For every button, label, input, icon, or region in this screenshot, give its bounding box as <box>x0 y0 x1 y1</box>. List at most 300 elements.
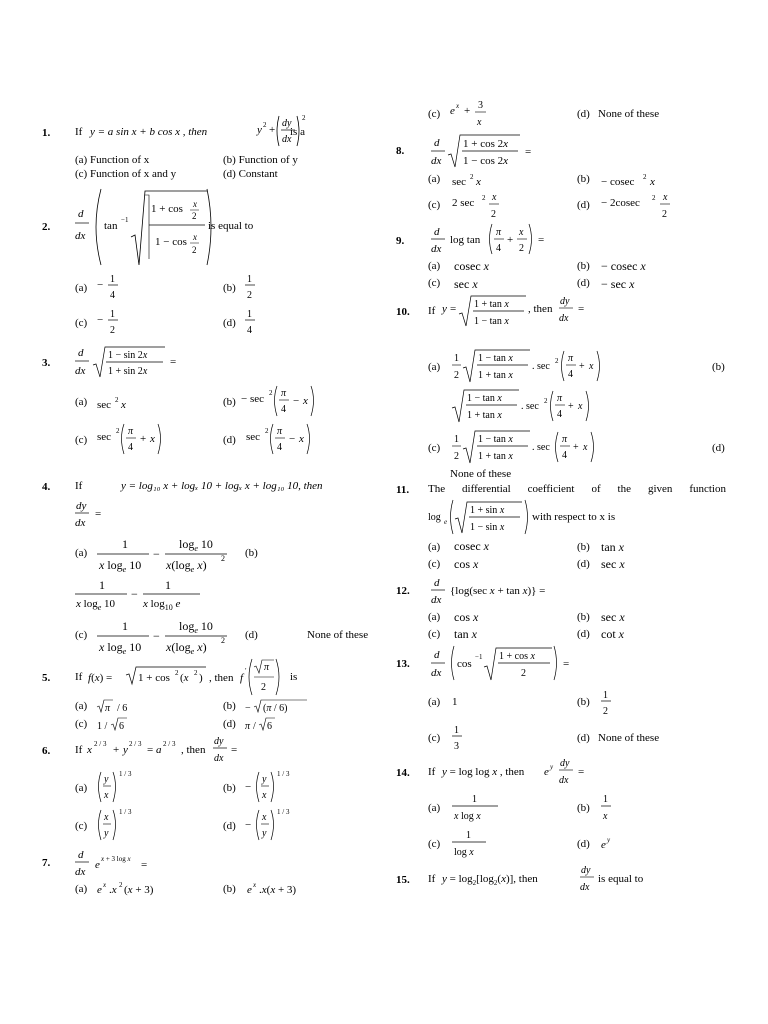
svg-text:− cosec: − cosec <box>601 176 635 188</box>
svg-text:4: 4 <box>110 290 115 301</box>
svg-text:−: − <box>131 587 138 601</box>
option-d-text: None of these <box>307 629 369 641</box>
svg-text:π: π <box>264 662 270 673</box>
option-d: (d) <box>223 434 236 446</box>
svg-text:y: y <box>104 828 109 839</box>
option-b: (b) <box>245 547 258 559</box>
svg-text:dy: dy <box>581 865 591 876</box>
option-a: (a) <box>428 611 441 623</box>
svg-text:1: 1 <box>122 537 128 551</box>
option-c: (c) <box>75 718 88 730</box>
svg-text:dx: dx <box>580 882 590 893</box>
math-expression <box>442 756 602 790</box>
svg-text:e: e <box>247 884 252 896</box>
math-expression <box>245 768 300 806</box>
svg-text:1 + tan x: 1 + tan x <box>474 299 509 310</box>
svg-text:π: π <box>496 227 502 238</box>
svg-text:1: 1 <box>99 578 105 592</box>
option-c: (c) <box>428 628 441 640</box>
question-text: If <box>75 126 83 138</box>
option-d: (d) <box>577 199 590 211</box>
svg-text:=: = <box>170 356 177 368</box>
svg-text:′: ′ <box>245 667 247 675</box>
math-expression <box>97 878 187 898</box>
svg-text:2: 2 <box>603 706 608 717</box>
svg-text:dy: dy <box>76 500 87 512</box>
math-expression <box>75 846 165 880</box>
question-number: 2. <box>42 221 51 233</box>
svg-text:e: e <box>97 884 102 896</box>
svg-text:dx: dx <box>282 134 292 145</box>
svg-text:dx: dx <box>431 155 442 167</box>
question-text: is a <box>290 126 305 138</box>
svg-text:y: y <box>257 124 262 136</box>
svg-text:1: 1 <box>454 434 459 445</box>
math-expression <box>601 189 681 223</box>
svg-text:dy: dy <box>560 758 570 769</box>
option-d-text: None of these <box>598 108 660 120</box>
svg-text:x: x <box>121 399 126 411</box>
svg-text:1 / 3: 1 / 3 <box>277 770 290 778</box>
svg-text:e: e <box>601 839 606 851</box>
svg-text:1: 1 <box>454 353 459 364</box>
svg-text:2: 2 <box>265 427 269 435</box>
question-text: If <box>428 873 436 885</box>
svg-text:+: + <box>464 105 471 117</box>
svg-text:dx: dx <box>431 667 442 679</box>
svg-text:2: 2 <box>115 396 119 404</box>
svg-text:=: = <box>578 766 585 778</box>
option-d-text: None of these <box>598 732 660 744</box>
fraction <box>245 306 261 338</box>
option-d: (d) <box>223 820 236 832</box>
svg-text:2: 2 <box>221 636 225 645</box>
svg-text:dx: dx <box>431 594 442 606</box>
math-expression <box>87 734 247 770</box>
svg-text:=: = <box>95 508 102 520</box>
svg-text:dx: dx <box>75 365 86 377</box>
option-d: (d) <box>577 277 590 289</box>
math-expression <box>97 616 237 656</box>
svg-text:1 + cos 2x: 1 + cos 2x <box>463 138 509 150</box>
svg-text:e: e <box>450 105 455 117</box>
svg-text:x: x <box>104 812 109 823</box>
question-text: If <box>428 766 436 778</box>
svg-text:1 + cos: 1 + cos <box>151 203 183 215</box>
svg-text:x: x <box>492 192 497 203</box>
svg-text:=: = <box>141 859 148 871</box>
svg-text:dx: dx <box>75 517 86 529</box>
question-number: 6. <box>42 745 51 757</box>
math-expression <box>245 806 300 844</box>
option-a: (a) <box>75 782 88 794</box>
math-expression <box>97 534 237 574</box>
svg-text:+: + <box>507 234 514 246</box>
option-d: (d) <box>712 442 725 454</box>
svg-text:2: 2 <box>119 881 123 889</box>
svg-text:y: y <box>104 774 109 785</box>
svg-text:d: d <box>434 649 440 661</box>
math-expression <box>452 388 602 426</box>
option-b: (b) <box>577 611 590 623</box>
svg-text:2: 2 <box>454 451 459 462</box>
svg-text:x: x <box>456 102 460 110</box>
svg-text:2: 2 <box>116 427 120 435</box>
svg-text:−: − <box>153 629 160 643</box>
svg-text:+: + <box>269 124 276 136</box>
question-equation: y = log₁₀ x + logₓ 10 + logₓ x + log₁₀ 10, then <box>121 480 323 492</box>
math-expression <box>245 716 285 734</box>
option-b-value: sec x <box>601 610 625 624</box>
option-c: (c) <box>428 108 441 120</box>
svg-text:1 − tan x: 1 − tan x <box>474 316 509 327</box>
math-expression <box>97 394 137 414</box>
svg-text:4: 4 <box>128 442 133 453</box>
svg-text:. sec: . sec <box>532 442 550 453</box>
svg-text:=: = <box>578 303 585 315</box>
question-equation: y = a sin x + b cos x , then <box>90 126 208 138</box>
svg-text:x loge 10: x $\log_e 10$ <box>99 640 142 656</box>
svg-text:x log10 e: x $\log_{10} e$ <box>143 598 181 612</box>
svg-text:+: + <box>573 442 579 453</box>
math-expression <box>75 185 215 270</box>
question-text: is equal to <box>598 873 644 885</box>
option-c-value: sec x <box>454 277 478 291</box>
svg-text:y = log log x , then: y = log log x , then <box>442 766 525 778</box>
svg-text:x(loge x): $x(\log_e$ x) <box>166 640 207 656</box>
svg-text:{log(sec x + tan x)} =: {log(sec x + tan x)} = <box>450 585 546 597</box>
svg-text:y: y <box>262 774 267 785</box>
svg-text:dx: dx <box>431 243 442 255</box>
svg-text:.x(x + 3): .x(x + 3) <box>259 884 297 896</box>
math-expression <box>428 643 578 683</box>
question-text: with respect to x is <box>532 511 616 523</box>
option-c-value: cos x <box>454 557 479 571</box>
option-a: (a) <box>75 700 88 712</box>
svg-text:1 − sin x: 1 − sin x <box>470 522 505 533</box>
svg-text:x: x <box>150 433 155 445</box>
math-expression <box>428 133 548 171</box>
svg-text:tan: tan <box>104 220 118 232</box>
svg-text:π: π <box>281 388 287 399</box>
svg-text:loge 10: $\log_e 10$ <box>179 619 213 635</box>
svg-text:1 − cos 2x: 1 − cos 2x <box>463 155 509 167</box>
svg-text:1: 1 <box>454 725 459 736</box>
svg-text:x: x <box>589 361 594 372</box>
svg-text:π: π <box>562 434 568 445</box>
svg-text:x loge 10: x $\log_e 10$ <box>76 598 116 612</box>
svg-text:2: 2 <box>643 173 647 181</box>
option-a-value: 1 <box>452 696 458 708</box>
option-d: (d) <box>577 628 590 640</box>
svg-text:1 + tan x: 1 + tan x <box>478 370 513 381</box>
svg-text:log: log <box>428 512 441 523</box>
svg-text:sec: sec <box>97 399 112 411</box>
svg-text:, then: , then <box>181 744 206 756</box>
svg-text:2: 2 <box>221 554 225 563</box>
svg-text:/ 6: / 6 <box>117 703 128 714</box>
svg-text:x: x <box>193 199 197 209</box>
option-b: (b) <box>223 883 236 895</box>
math-expression <box>428 497 538 537</box>
option-d: (d) <box>577 558 590 570</box>
question-number: 10. <box>396 306 410 318</box>
svg-text:2: 2 <box>521 668 526 679</box>
svg-text:=: = <box>147 744 154 756</box>
option-c: (c) <box>428 277 441 289</box>
svg-text:y = log2[log2(x)], then: $y = \log_2[\log_2(x)]$, then <box>442 873 538 887</box>
svg-text:π: π <box>128 426 134 437</box>
question-number: 7. <box>42 857 51 869</box>
option-b: (b) <box>223 782 236 794</box>
question-text: If <box>75 744 83 756</box>
math-expression <box>88 657 288 697</box>
svg-text:−: − <box>153 547 160 561</box>
svg-text:1 − cos: 1 − cos <box>155 236 187 248</box>
option-a: (a) Function of x <box>75 154 150 166</box>
svg-text:sec: sec <box>246 431 261 443</box>
option-d: (d) <box>223 718 236 730</box>
question-number: 14. <box>396 767 410 779</box>
option-a: (a) <box>428 541 441 553</box>
math-expression <box>601 171 671 191</box>
option-a: (a) <box>428 260 441 272</box>
svg-text:2: 2 <box>454 370 459 381</box>
svg-text:2: 2 <box>175 669 179 677</box>
svg-text:4: 4 <box>281 404 286 415</box>
fraction <box>452 827 492 859</box>
svg-text:dx: dx <box>75 230 86 242</box>
svg-text:2: 2 <box>519 243 524 254</box>
svg-text:f: f <box>240 672 244 684</box>
math-expression <box>452 429 612 467</box>
option-c: (c) <box>428 838 441 850</box>
math-expression <box>452 189 512 223</box>
svg-text:x: x <box>477 117 482 128</box>
option-b: (b) <box>223 700 236 712</box>
svg-text:π: π <box>105 703 111 714</box>
option-c: (c) <box>75 820 88 832</box>
option-c: (c) <box>428 558 441 570</box>
svg-text:1: 1 <box>472 794 477 805</box>
svg-text:1: 1 <box>247 274 252 285</box>
option-c: (c) <box>75 434 88 446</box>
option-c-value: tan x <box>454 627 477 641</box>
svg-text:1: 1 <box>466 830 471 841</box>
svg-text:x: x <box>303 395 308 407</box>
svg-text:1 + cos: 1 + cos <box>138 672 170 684</box>
option-d: (d) <box>245 629 258 641</box>
option-a: (a) <box>428 696 441 708</box>
option-c: (c) <box>428 199 441 211</box>
svg-text:3: 3 <box>454 741 459 752</box>
svg-text:x + 3 log x: x + 3 log x <box>101 855 131 863</box>
svg-text:1: 1 <box>603 794 608 805</box>
question-number: 12. <box>396 585 410 597</box>
svg-text:dx: dx <box>214 753 224 764</box>
svg-text:4: 4 <box>277 442 282 453</box>
svg-text:y: y <box>607 836 611 844</box>
svg-text:−: − <box>97 279 104 291</box>
math-expression <box>247 878 337 898</box>
question-text: The differential coefficient of the given function <box>428 483 726 495</box>
svg-text:2: 2 <box>110 325 115 336</box>
svg-text:+: + <box>140 433 147 445</box>
fraction <box>452 722 466 754</box>
svg-text:1 + tan x: 1 + tan x <box>478 451 513 462</box>
option-b: (b) <box>577 541 590 553</box>
svg-text:x: x <box>603 811 608 822</box>
svg-text:x: x <box>583 442 588 453</box>
svg-text:1 − sin 2x: 1 − sin 2x <box>108 350 148 361</box>
question-text: is <box>290 671 298 683</box>
svg-text:1 / 3: 1 / 3 <box>119 808 132 816</box>
svg-text:2: 2 <box>555 357 559 365</box>
svg-text:2: 2 <box>302 114 306 122</box>
fraction <box>601 791 615 823</box>
math-expression <box>97 422 177 458</box>
option-d-value: cot x <box>601 627 624 641</box>
svg-text:π: π <box>245 721 251 732</box>
option-a-value: cosec x <box>454 259 489 273</box>
svg-text:(x + 3): (x + 3) <box>124 884 154 896</box>
option-c: (c) <box>428 732 441 744</box>
fraction <box>452 791 502 823</box>
svg-text:=: = <box>563 658 570 670</box>
svg-text:x log x: x log x <box>454 811 481 822</box>
svg-text:x: x <box>87 744 92 756</box>
option-d: (d) <box>577 838 590 850</box>
svg-text:3: 3 <box>478 100 483 111</box>
option-b: (b) <box>223 282 236 294</box>
svg-text:1: 1 <box>247 309 252 320</box>
math-expression <box>97 768 137 806</box>
option-b: (b) <box>577 173 590 185</box>
svg-text:1 + sin 2x: 1 + sin 2x <box>108 366 148 377</box>
svg-text:6: 6 <box>267 721 272 732</box>
svg-text:4: 4 <box>496 243 501 254</box>
svg-text:−1: −1 <box>475 653 483 661</box>
option-c: (c) <box>428 442 441 454</box>
svg-text:1 − tan x: 1 − tan x <box>478 353 513 364</box>
svg-text:2: 2 <box>194 669 198 677</box>
svg-text:+: + <box>568 401 574 412</box>
svg-text:− sec: − sec <box>241 393 264 405</box>
svg-text:x: x <box>253 881 257 889</box>
svg-text:x loge 10: x $\log_e 10$ <box>99 558 142 574</box>
svg-text:π: π <box>277 426 283 437</box>
option-b-value: tan x <box>601 540 624 554</box>
svg-text:1: 1 <box>122 619 128 633</box>
svg-text:): ) <box>199 672 203 684</box>
option-b: (b) <box>577 802 590 814</box>
question-text: If <box>428 305 436 317</box>
svg-text:y: y <box>550 763 554 771</box>
question-number: 1. <box>42 127 51 139</box>
math-expression <box>97 698 147 716</box>
math-expression <box>241 384 326 420</box>
svg-text:2: 2 <box>261 682 266 693</box>
svg-text:−: − <box>289 433 296 445</box>
svg-text:2 / 3: 2 / 3 <box>129 740 142 748</box>
math-expression <box>97 806 137 844</box>
svg-text:(π / 6): (π / 6) <box>263 703 288 714</box>
svg-text:e: e <box>444 518 448 526</box>
question-number: 11. <box>396 484 410 496</box>
math-expression <box>452 171 492 191</box>
math-expression <box>442 294 592 330</box>
svg-text:=: = <box>450 303 457 315</box>
math-expression <box>442 863 602 897</box>
svg-text:−: − <box>245 781 252 793</box>
svg-text:1 / 3: 1 / 3 <box>119 770 132 778</box>
option-a: (a) <box>428 173 441 185</box>
svg-text:cos: cos <box>457 658 472 670</box>
option-d-value: sec x <box>601 557 625 571</box>
option-b: (b) <box>712 361 725 373</box>
svg-text:2: 2 <box>662 209 667 220</box>
option-c: (c) <box>75 629 88 641</box>
svg-text:e: e <box>95 859 100 871</box>
svg-text:dx: dx <box>559 313 569 324</box>
svg-text:x: x <box>262 812 267 823</box>
fraction <box>97 306 127 338</box>
svg-text:4: 4 <box>562 450 567 461</box>
svg-text:. sec: . sec <box>521 401 539 412</box>
svg-text:1 − tan x: 1 − tan x <box>467 393 502 404</box>
svg-text:loge 10: $\log_e 10$ <box>179 537 213 553</box>
option-c: (c) Function of x and y <box>75 168 177 180</box>
svg-text:π: π <box>557 393 563 404</box>
svg-text:d: d <box>434 577 440 589</box>
math-expression <box>75 576 215 612</box>
svg-text:2: 2 <box>470 173 474 181</box>
svg-text:−: − <box>97 314 104 326</box>
question-number: 8. <box>396 145 405 157</box>
svg-text:dy: dy <box>214 736 224 747</box>
question-number: 5. <box>42 672 51 684</box>
option-a: (a) <box>75 547 88 559</box>
svg-text:1 + tan x: 1 + tan x <box>467 410 502 421</box>
question-text: If <box>75 671 83 683</box>
svg-text:y: y <box>442 303 447 315</box>
option-a: (a) <box>428 361 441 373</box>
question-number: 15. <box>396 874 410 886</box>
svg-text:4: 4 <box>247 325 252 336</box>
fraction <box>97 271 127 303</box>
svg-text:2: 2 <box>263 121 267 129</box>
svg-text:4: 4 <box>557 409 562 420</box>
svg-text:x: x <box>262 790 267 801</box>
math-expression <box>428 222 558 258</box>
svg-text:. sec: . sec <box>532 361 550 372</box>
svg-text:dy: dy <box>560 296 570 307</box>
svg-text:(x: (x <box>180 672 189 684</box>
svg-text:4: 4 <box>568 369 573 380</box>
option-b: (b) <box>223 396 236 408</box>
svg-text:d: d <box>78 208 84 220</box>
svg-text:2: 2 <box>482 194 486 202</box>
svg-text:d: d <box>78 849 84 861</box>
svg-text:+: + <box>579 361 585 372</box>
svg-text:2: 2 <box>192 245 197 255</box>
option-b: (b) <box>577 260 590 272</box>
svg-text:y: y <box>262 828 267 839</box>
svg-text:x: x <box>476 176 481 188</box>
svg-text:1 /: 1 / <box>97 721 108 732</box>
svg-text:2 / 3: 2 / 3 <box>163 740 176 748</box>
question-number: 3. <box>42 357 51 369</box>
